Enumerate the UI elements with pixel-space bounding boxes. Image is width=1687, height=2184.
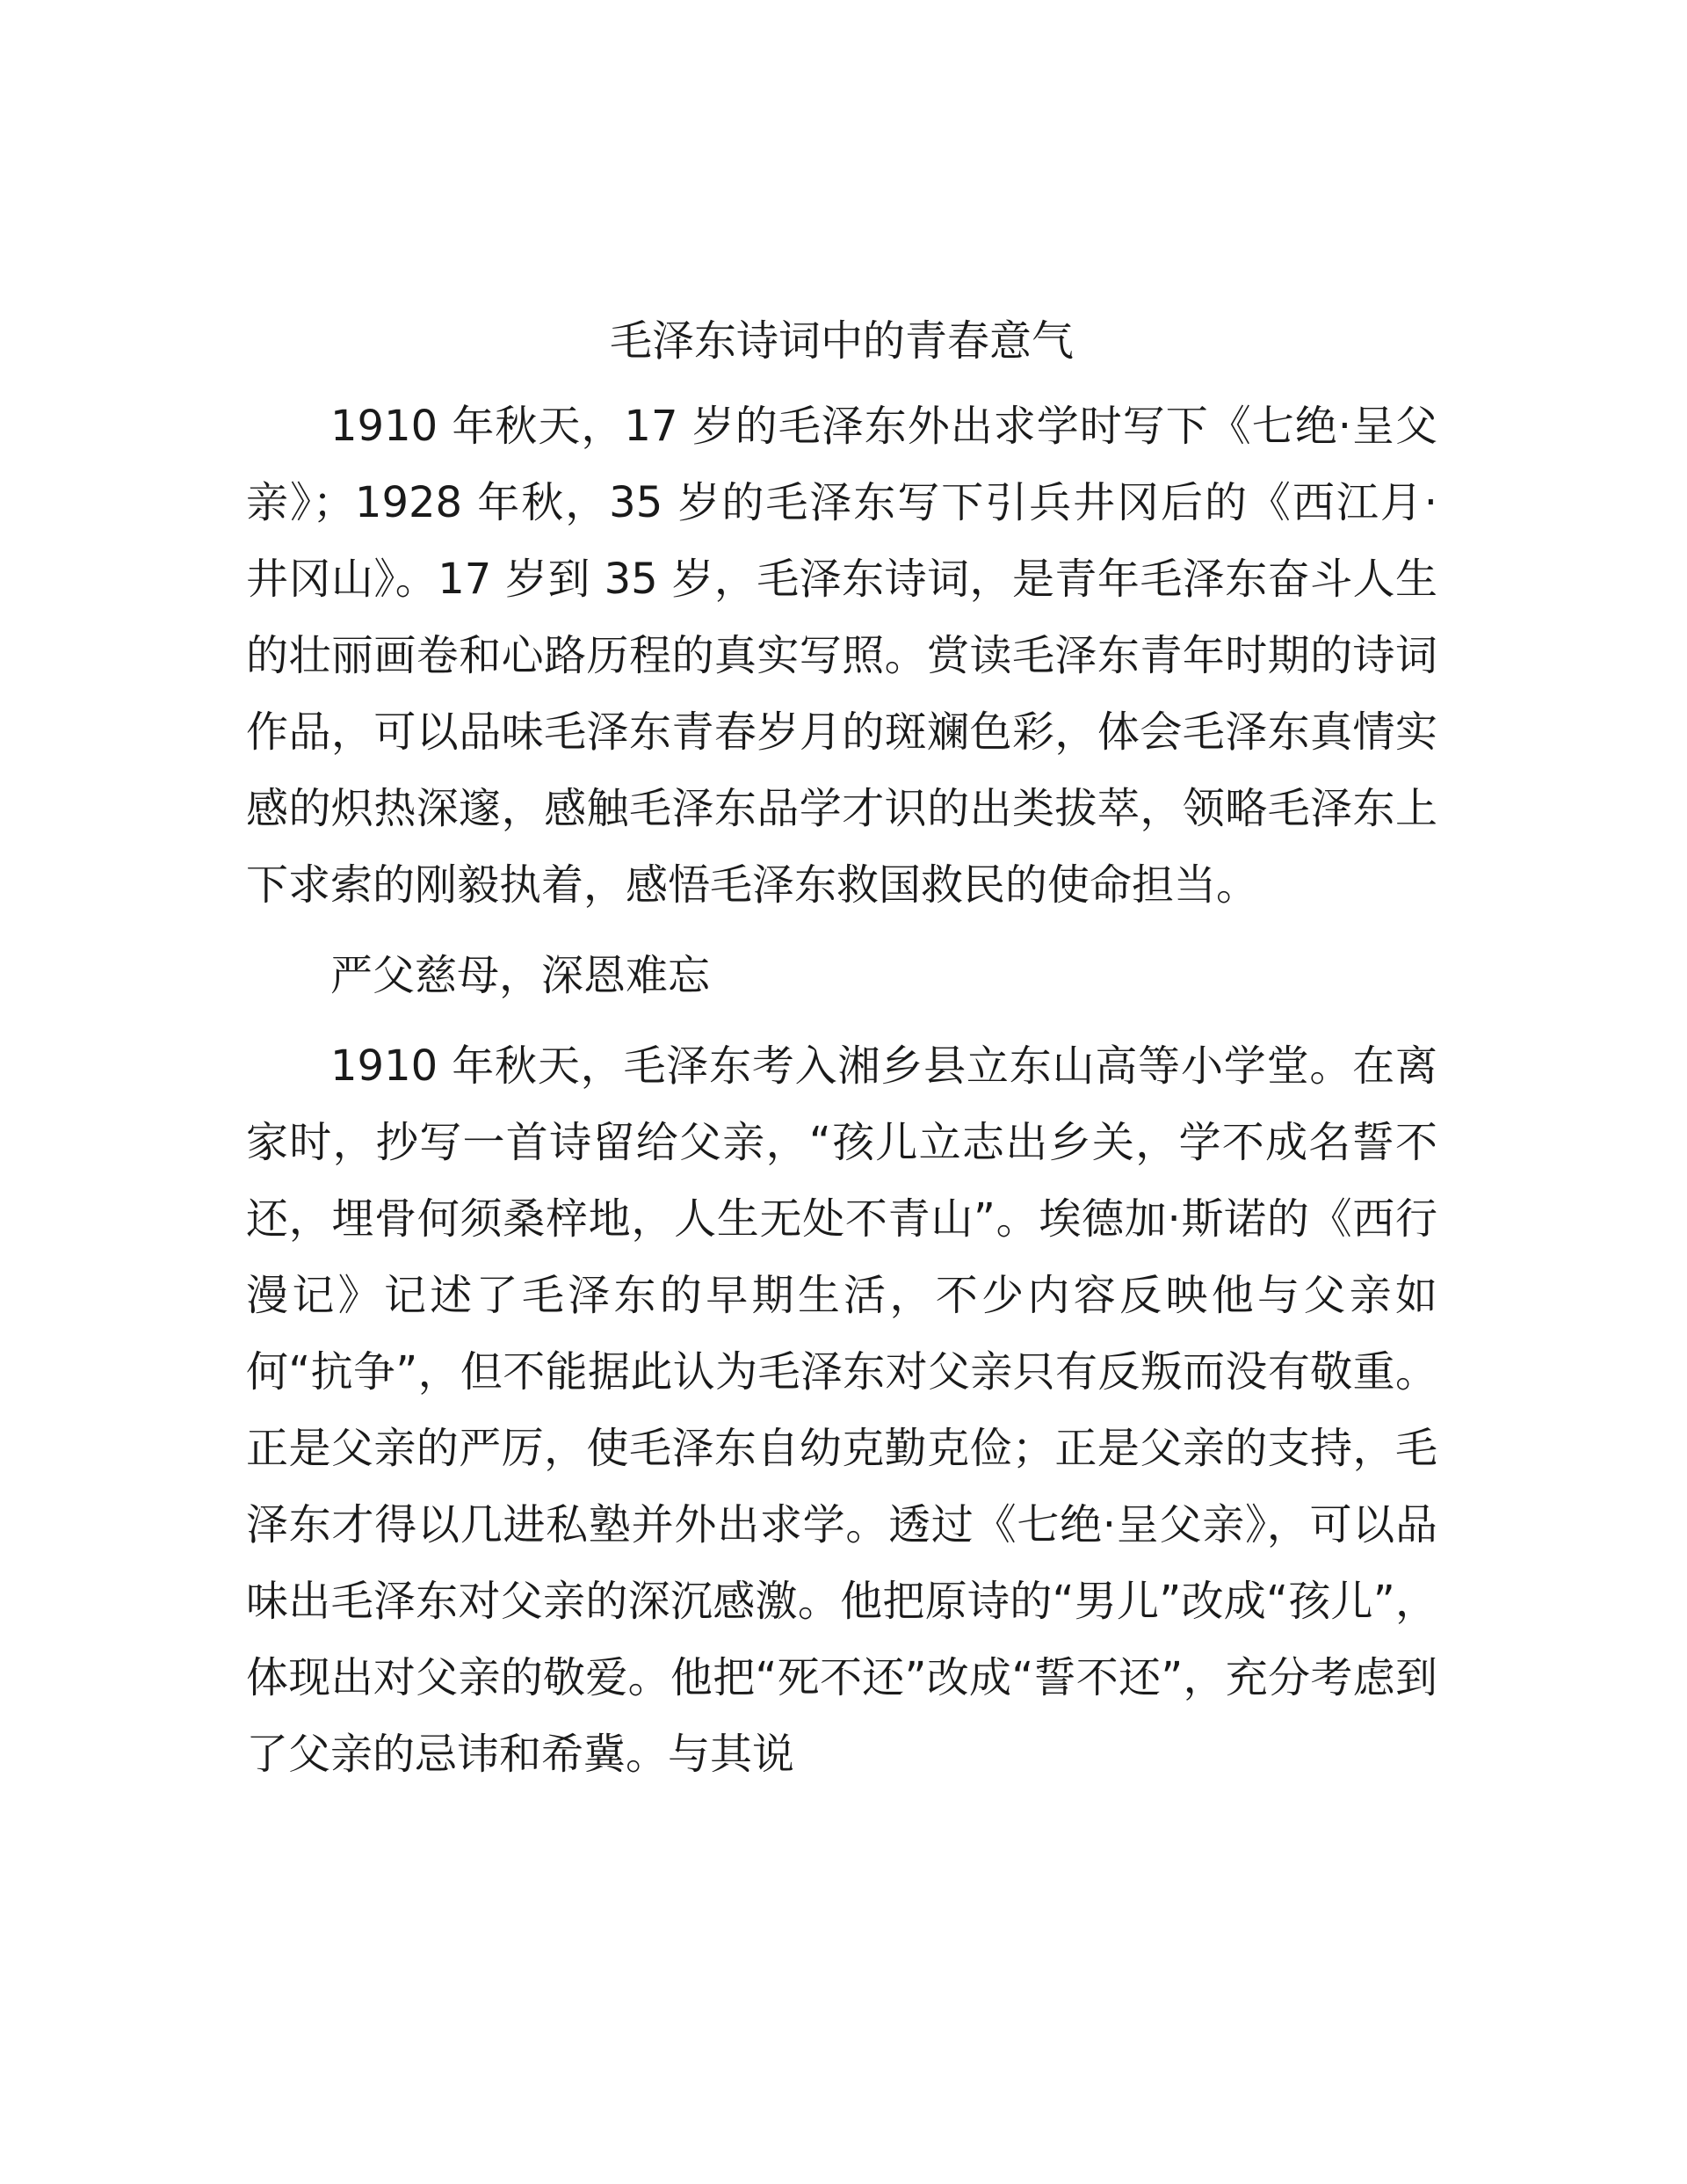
document-page bbox=[246, 303, 1437, 1807]
section-heading: 严父慈母，深恩难忘 bbox=[330, 951, 711, 1000]
body-paragraph: 1910 年秋天，毛泽东考入湘乡县立东山高等小学堂。在离家时，抄写一首诗留给父亲，“孩儿立志出乡关，学不成名誓不还，埋骨何须桑梓地，人生无处不青山”。埃德加·斯诺的《西行漫记》记述了毛泽东的早期生活，不少内容反映他与父亲如何“抗争”，但不能据此认为毛泽东对父亲只有反叛而没有敬重。正是父亲的严厉，使毛泽东自幼克勤克俭；正是父亲的支持，毛泽东才得以几进私塾并外出求学。透过《七绝·呈父亲》，可以品味出毛泽东对父亲的深沉感激。他把原诗的“男儿”改成“孩儿”，体现出对父亲的敬爱。他把“死不还”改成“誓不还”，充分考虑到了父亲的忌讳和希冀。与其说 bbox=[246, 1041, 1437, 1779]
document-title: 毛泽东诗词中的青春意气 bbox=[609, 316, 1074, 366]
intro-paragraph: 1910 年秋天，17 岁的毛泽东外出求学时写下《七绝·呈父亲》；1928 年秋，35 岁的毛泽东写下引兵井冈后的《西江月·井冈山》。17 岁到 35 岁，毛泽东诗词，是青年毛泽东奋斗人生的壮丽画卷和心路历程的真实写照。赏读毛泽东青年时期的诗词作品，可以品味毛泽东青春岁月的斑斓色彩，体会毛泽东真情实感的炽热深邃，感触毛泽东品学才识的出类拔萃，领略毛泽东上下求索的刚毅执着，感悟毛泽东救国救民的使命担当。 bbox=[246, 402, 1437, 910]
